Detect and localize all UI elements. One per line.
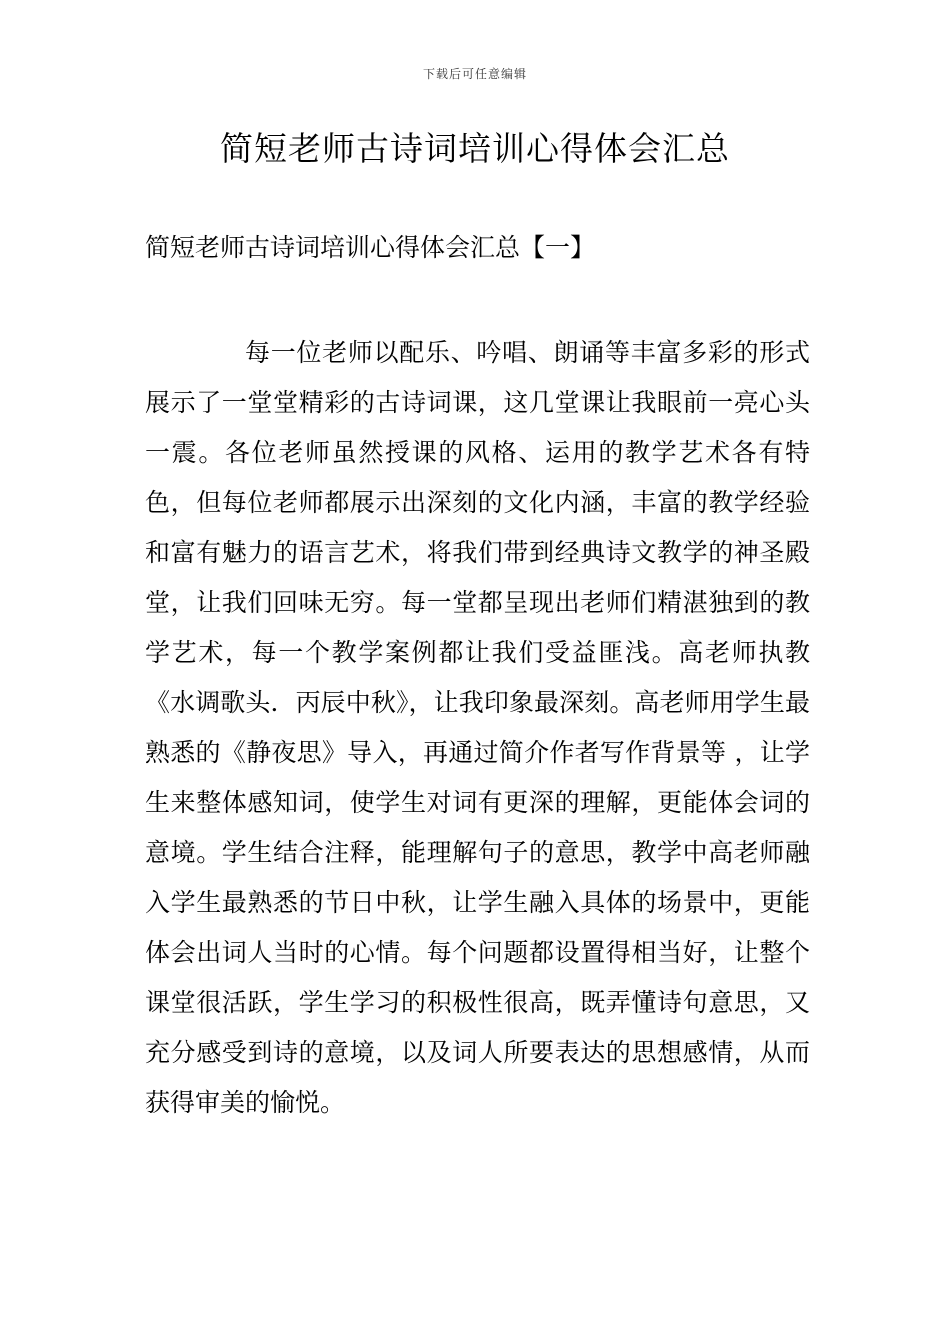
document-title: 简短老师古诗词培训心得体会汇总: [220, 129, 730, 168]
page-header-note: 下载后可任意编辑: [422, 67, 527, 81]
body-paragraph: 每一位老师以配乐、吟唱、朗诵等丰富多彩的形式展示了一堂堂精彩的古诗词课，这几堂课让我眼前一亮心头一震。各位老师虽然授课的风格、运用的教学艺术各有特色，但每位老师都展示出深刻的文化内涵，丰富的教学经验和富有魅力的语言艺术，将我们带到经典诗文教学的神圣殿堂，让我们回味无穷。每一堂都呈现出老师们精湛独到的教学艺术，每一个教学案例都让我们受益匪浅。高老师执教《水调歌头．丙辰中秋》，让我印象最深刻。高老师用学生最熟悉的《静夜思》导入，再通过简介作者写作背景等 ，让学生来整体感知词，使学生对词有更深的理解，更能体会词的意境。学生结合注释，能理解句子的意思，教学中高老师融入学生最熟悉的节日中秋，让学生融入具体的场景中，更能体会出词人当时的心情。每个问题都设置得相当好，让整个课堂很活跃，学生学习的积极性很高，既弄懂诗句意思，又充分感受到诗的意境，以及词人所要表达的思想感情，从而获得审美的愉悦。: [145, 338, 810, 1117]
section-heading: 简短老师古诗词培训心得体会汇总【一】: [145, 233, 596, 262]
